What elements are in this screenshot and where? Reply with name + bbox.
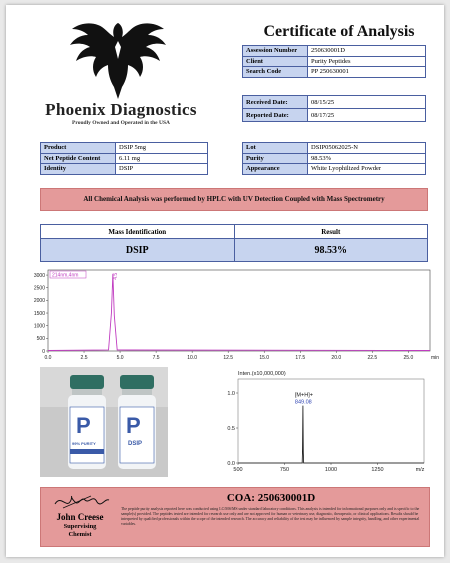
x-axis-unit: min (431, 355, 440, 361)
table-row (41, 153, 208, 164)
x-tick-label: 1000 (324, 467, 338, 473)
vial-purity: 99% PURITY (72, 441, 96, 446)
y-tick-label: 500 (36, 336, 45, 343)
table-value: 250630001D (308, 46, 426, 57)
peak-label: 4.5 (112, 272, 119, 280)
coa-number: COA: 250630001D (226, 492, 316, 504)
table-value: PP 250630001 (308, 67, 426, 78)
table-value: DSIP 5mg (116, 143, 208, 154)
vial-photo (40, 367, 168, 477)
y-tick-label: 0.5 (227, 425, 235, 432)
peak-mz-label: 849.08 (294, 399, 312, 406)
x-tick-label: 5.0 (116, 355, 124, 361)
y-tick-label: 1.0 (227, 390, 235, 397)
column-header: Result (234, 225, 428, 239)
table-label: Client (243, 56, 308, 67)
x-tick-label: 1250 (371, 467, 384, 473)
table-row (41, 239, 428, 262)
x-tick-label: 2.5 (80, 355, 88, 361)
ion-label: [M+H]+ (294, 392, 313, 399)
x-tick-label: 500 (233, 467, 243, 473)
y-tick-label: 0.0 (227, 460, 235, 467)
table-row (243, 67, 426, 78)
vial-right (118, 375, 156, 469)
y-tick-label: 1000 (33, 323, 45, 330)
table-header-row (41, 225, 428, 239)
table-value: 08/17/25 (308, 109, 426, 122)
table-label: Purity (243, 153, 308, 164)
signature-icon (51, 490, 111, 512)
series-line (238, 406, 424, 463)
table-row (243, 153, 426, 164)
table-row (243, 143, 426, 154)
column-header: Mass Identification (41, 225, 235, 239)
table-label: Lot (243, 143, 308, 154)
page-title: Certificate of Analysis (263, 23, 415, 40)
lot-table (242, 142, 426, 175)
brand-name: Phoenix Diagnostics (45, 100, 197, 119)
table-row (243, 109, 426, 122)
plot-frame (238, 379, 424, 463)
table-label: Search Code (243, 67, 308, 78)
vial-logo: P (76, 413, 91, 438)
product-table (40, 142, 208, 175)
y-tick-label: 2000 (33, 298, 45, 305)
table-row (243, 164, 426, 175)
table-row (243, 46, 426, 57)
x-tick-label: 22.5 (367, 355, 378, 361)
table-label: Net Peptide Content (41, 153, 116, 164)
table-label: Reported Date: (243, 109, 308, 122)
table-value: DSIP (116, 164, 208, 175)
y-tick-label: 0 (42, 348, 45, 355)
result-value: 98.53% (234, 239, 428, 262)
table-label: Assession Number (243, 46, 308, 57)
y-tick-label: 2500 (33, 285, 45, 292)
x-tick-label: 20.0 (331, 355, 342, 361)
x-tick-label: 25.0 (403, 355, 414, 361)
mass-id-value: DSIP (41, 239, 235, 262)
y-tick-label: 1500 (33, 310, 45, 317)
series-line (48, 274, 430, 351)
y-tick-label: 3000 (33, 272, 45, 279)
vial-logo: P (126, 413, 141, 438)
disclaimer-text: The peptide purity analysis reported here was conducted using LC/MS/MS under standard laboratory conditions. This analysis is intended for informational purposes only and is specific to the sample(s) provided. The peptides tested are intended for research use only and are not approved for human or veterinary use, diagnostic, therapeutic, or clinical applications. Results should be interpreted by qualified professionals within the scope of the intended research. The accuracy and reliability of the test may be influenced by sample integrity, handling, and other experimental variables. (121, 507, 420, 527)
x-tick-label: 0.0 (44, 355, 52, 361)
table-label: Received Date: (243, 96, 308, 109)
accession-table (242, 45, 426, 78)
table-value: 08/15/25 (308, 96, 426, 109)
dates-table (242, 95, 426, 122)
mass-table (40, 224, 428, 262)
table-label: Appearance (243, 164, 308, 175)
brand-tagline: Proudly Owned and Operated in the USA (72, 120, 170, 126)
legend-label: 214nm,4nm (52, 272, 79, 279)
ms-ylabel: Inten.(x10,000,000) (238, 371, 286, 377)
certificate-page (6, 5, 444, 557)
table-value: Purity Peptides (308, 56, 426, 67)
table-value: 98.53% (308, 153, 426, 164)
x-tick-label: 15.0 (259, 355, 270, 361)
method-banner: All Chemical Analysis was performed by HPLC with UV Detection Coupled with Mass Spectrometry (40, 188, 428, 211)
mass-spectrum (204, 367, 428, 477)
phoenix-logo-icon (68, 13, 168, 103)
signer-name: John Creese (56, 512, 104, 522)
table-value: White Lyophilized Powder (308, 164, 426, 175)
vial-name: DSIP (128, 441, 143, 447)
x-tick-label: 17.5 (295, 355, 306, 361)
x-tick-label: 7.5 (152, 355, 160, 361)
footer-panel (40, 487, 430, 547)
table-row (41, 164, 208, 175)
vial-left (68, 375, 106, 469)
x-tick-label: 10.0 (187, 355, 198, 361)
table-row (243, 96, 426, 109)
table-value: 6.11 mg (116, 153, 208, 164)
x-tick-label: 12.5 (223, 355, 234, 361)
plot-frame (48, 270, 430, 351)
x-tick-label: m/z (415, 467, 425, 473)
x-tick-label: 750 (279, 467, 290, 473)
table-row (243, 56, 426, 67)
hplc-chromatogram (14, 267, 440, 363)
table-label: Identity (41, 164, 116, 175)
signer-role: Supervising Chemist (63, 523, 97, 538)
table-value: DSIP05062025-N (308, 143, 426, 154)
table-label: Product (41, 143, 116, 154)
table-row (41, 143, 208, 154)
